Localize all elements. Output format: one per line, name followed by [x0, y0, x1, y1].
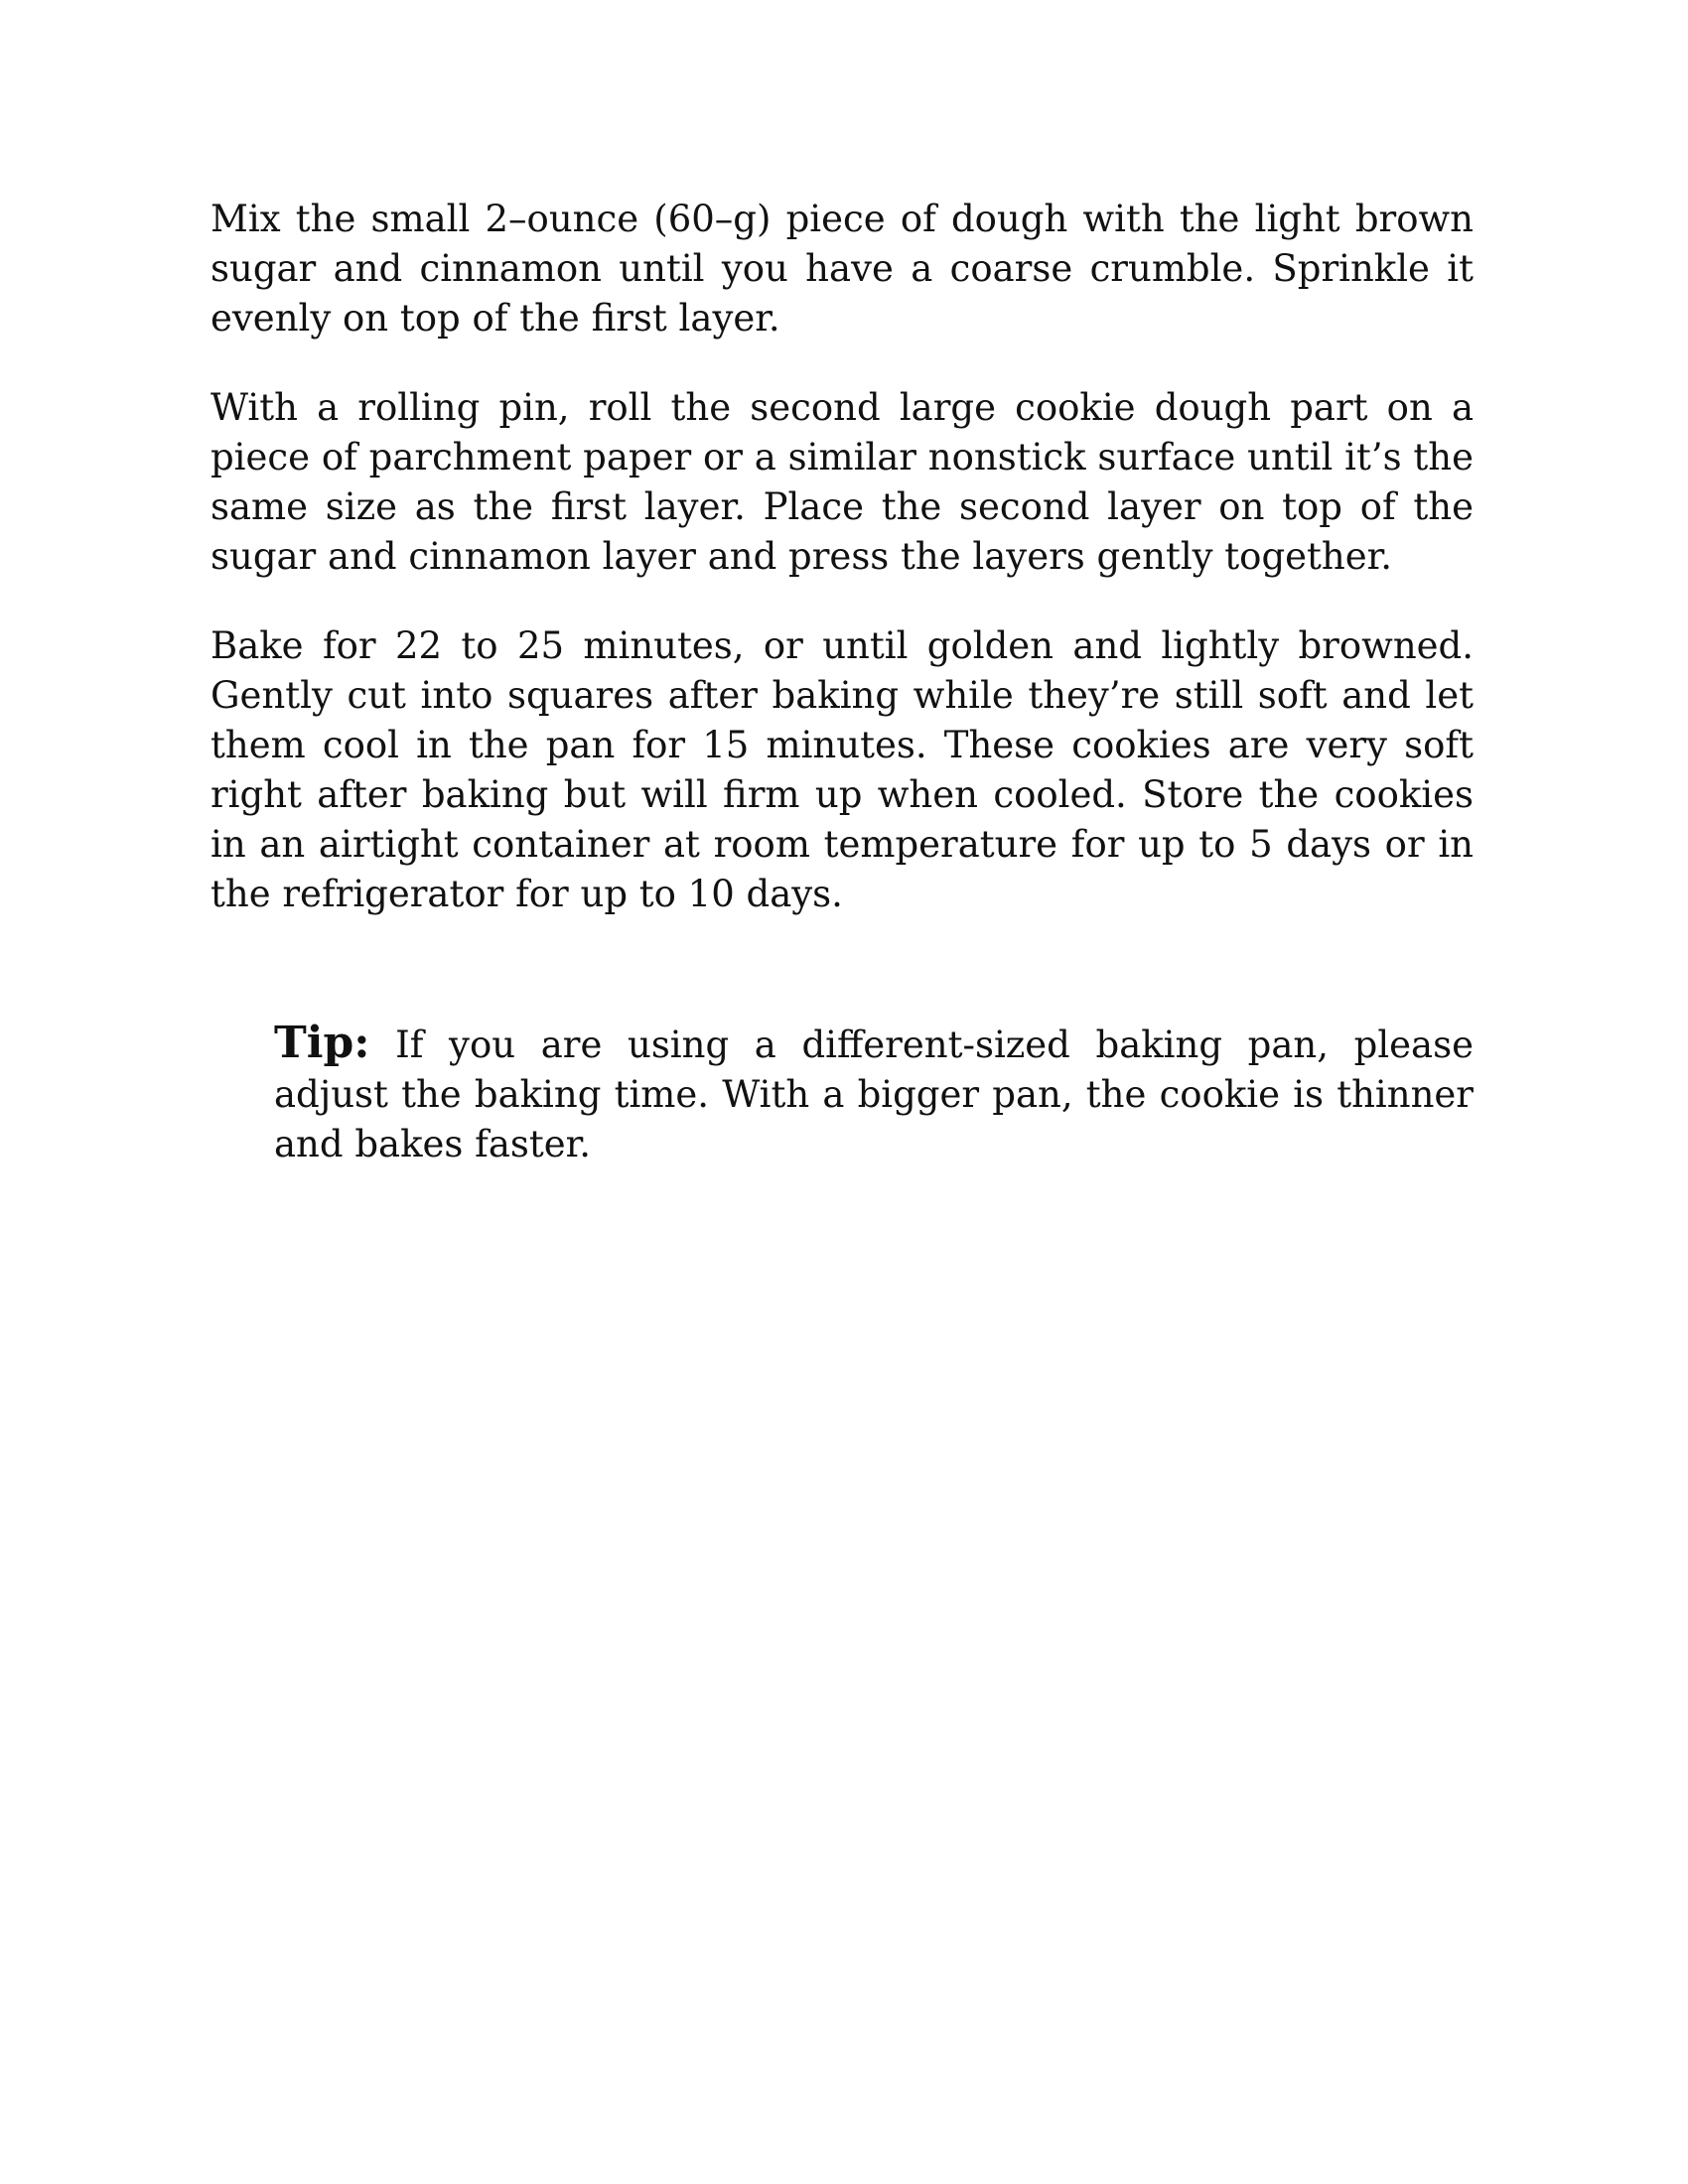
paragraph-bake: Bake for 22 to 25 minutes, or until golden and lightly browned. Gently cut into squares after baking while they’re still soft and let them cool in the pan for 15 minutes. These cookies are very soft right after baking but will firm up when cooled. Store the cookies in an airtight container at room temperature for up to 5 days or in the refrigerator for up to 10 days. — [211, 624, 1474, 915]
tip-text: If you are using a different-sized baking pan, please adjust the baking time. With a bigger pan, the cookie is thinner and bakes faster. — [274, 1024, 1474, 1165]
tip-note — [274, 1019, 1474, 1169]
document-body — [211, 195, 1474, 1169]
paragraph-second-layer: With a rolling pin, roll the second large cookie dough part on a piece of parchment paper or a similar nonstick surface until it’s the same size as the first layer. Place the second layer on top of the sugar and cinnamon layer and press the layers gently together. — [211, 386, 1474, 578]
tip-label: Tip: — [274, 1018, 370, 1068]
paragraph-crumble: Mix the small 2–ounce (60–g) piece of dough with the light brown sugar and cinnamon until you have a coarse crumble. Sprinkle it evenly on top of the first layer. — [211, 198, 1474, 340]
